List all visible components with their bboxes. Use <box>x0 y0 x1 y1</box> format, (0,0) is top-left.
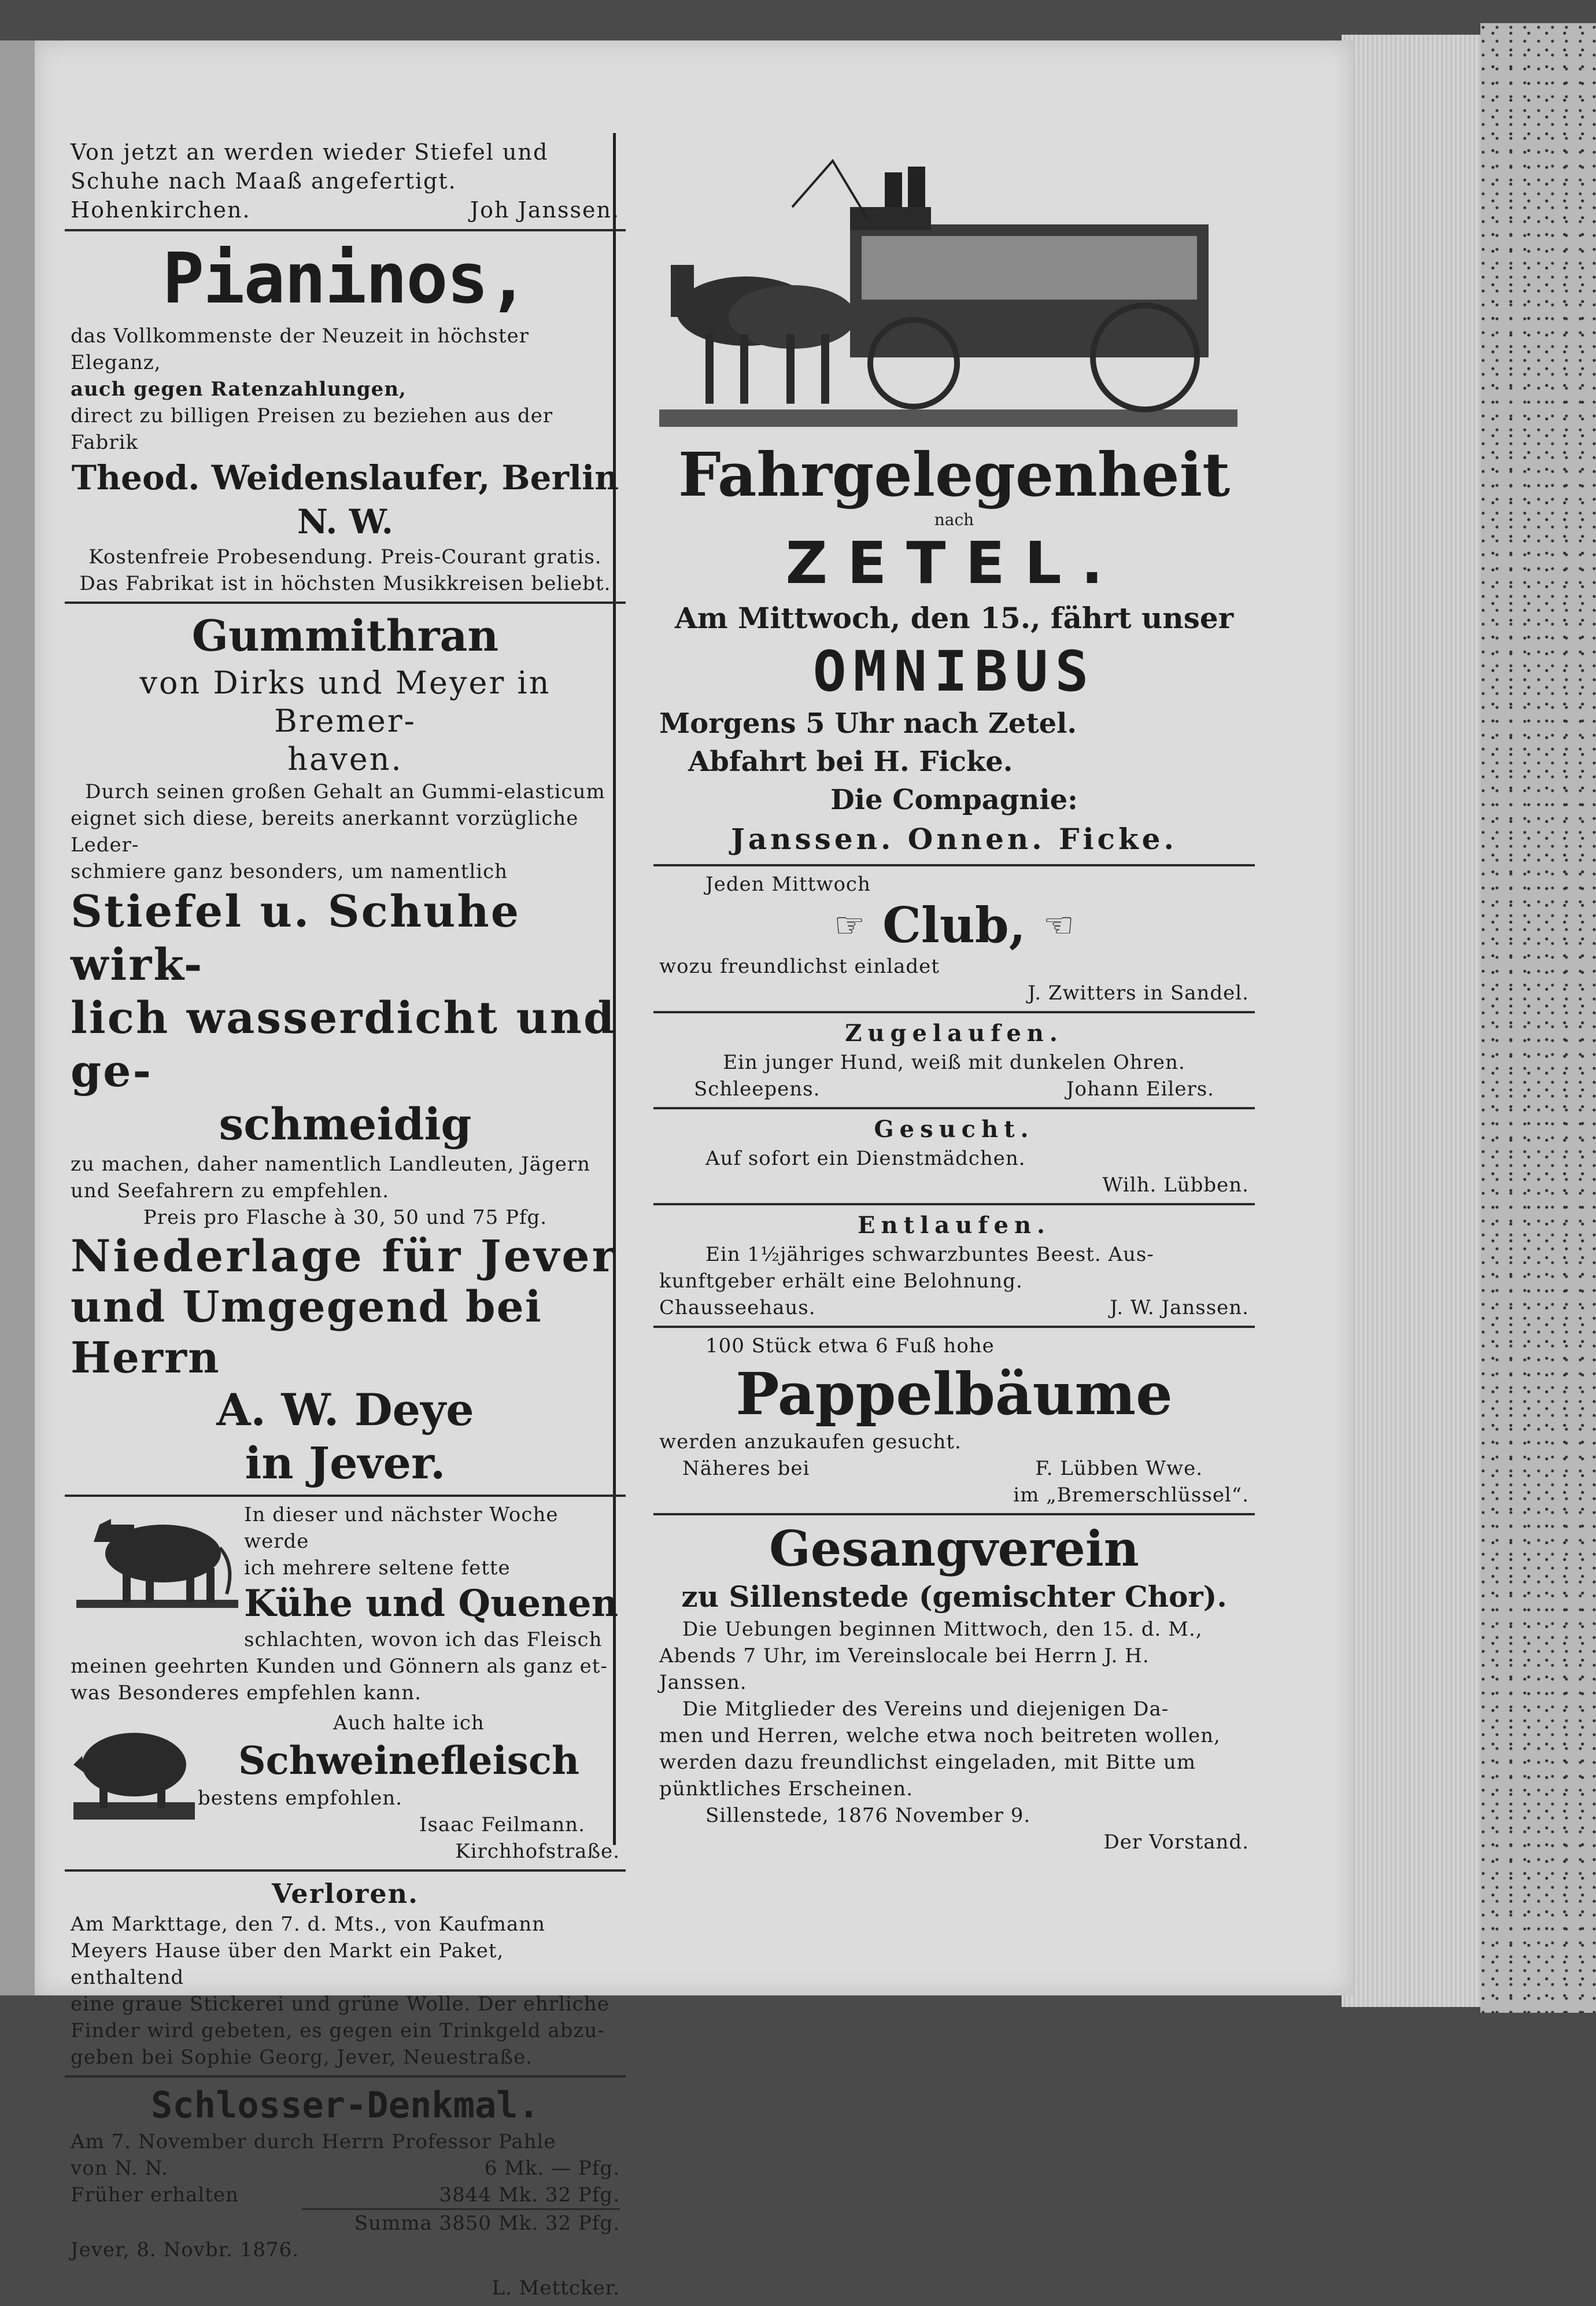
book-cover <box>1480 23 1596 2013</box>
ad-big-line: Schweinefleisch <box>238 1738 580 1783</box>
label: Näheres bei <box>682 1457 810 1480</box>
ad-zugelaufen <box>653 1013 1255 1107</box>
ad-big-line: A. W. Deye <box>216 1384 474 1436</box>
ad-title: Gummithran <box>191 611 499 661</box>
pointing-hand-left-icon: ☜ <box>1043 905 1074 946</box>
ad-line: von Dirks und Meyer in Bremer- <box>139 665 551 739</box>
ad-big-line: Club, <box>882 896 1026 954</box>
ad-line: Ein 1½jähriges schwarzbuntes Beest. Aus- <box>705 1243 1154 1266</box>
ad-title: Gesucht. <box>874 1116 1035 1143</box>
sum: Summa 3850 Mk. 32 Pfg. <box>302 2208 620 2237</box>
signature: Isaac Feilmann. <box>419 1813 585 1836</box>
ad-big-line: Pappelbäume <box>736 1360 1173 1428</box>
place: Chausseehaus. <box>659 1296 816 1319</box>
ad-line: geben bei Sophie Georg, Jever, Neuestraße. <box>71 2046 533 2069</box>
ad-title: Gesangverein <box>769 1520 1139 1577</box>
ad-line: Schuhe nach Maaß angefertigt. <box>71 168 457 194</box>
ad-line: Das Fabrikat ist in höchsten Musikkreisen beliebt. <box>79 572 611 595</box>
ad-line: nach <box>934 510 974 529</box>
ad-big-line: schmeidig <box>219 1098 472 1150</box>
ad-amount-line <box>71 2155 620 2182</box>
ad-big-line: Niederlage für Jever <box>71 1230 618 1282</box>
address: im „Bremerschlüssel“. <box>1013 1484 1249 1507</box>
ad-signature-line <box>659 1294 1249 1321</box>
ad-line: pünktliches Erscheinen. <box>659 1777 914 1800</box>
place: Schleepens. <box>694 1078 821 1101</box>
ad-line: das Vollkommenste der Neuzeit in höchster Eleganz, <box>71 324 530 374</box>
ad-line: wozu freundlichst einladet <box>659 955 940 978</box>
ad-line: Auch halte ich <box>333 1711 485 1735</box>
date: Jever, 8. Novbr. 1876. <box>71 2238 300 2261</box>
ad-line: ich mehrere seltene fette <box>244 1556 511 1580</box>
ad-gesucht <box>653 1109 1255 1203</box>
ad-line: eine graue Stickerei und grüne Wolle. Der ehrliche <box>71 1993 609 2016</box>
ad-line: Auf sofort ein Dienstmädchen. <box>705 1147 1026 1170</box>
ad-amount-line <box>71 2182 620 2208</box>
ad-line: was Besonderes empfehlen kann. <box>71 1681 422 1704</box>
ad-line: direct zu billigen Preisen zu beziehen aus der Fabrik <box>71 404 553 454</box>
cow-illustration <box>71 1501 244 1617</box>
ad-line: Janssen. <box>659 1671 747 1694</box>
page-block-edges <box>1342 35 1480 2007</box>
ad-big-line: in Jever. <box>245 1437 446 1489</box>
label: Früher erhalten <box>71 2183 239 2207</box>
ad-title: Zugelaufen. <box>845 1020 1063 1047</box>
ad-title: Verloren. <box>271 1878 419 1909</box>
ad-line: Morgens 5 Uhr nach Zetel. <box>659 707 1077 740</box>
ad-line: werden dazu freundlichst eingeladen, mit Bitte um <box>659 1751 1196 1774</box>
signature: Der Vorstand. <box>1103 1831 1249 1854</box>
ad-line: Meyers Hause über den Markt ein Paket, enthaltend <box>71 1939 504 1989</box>
ad-big-line: Stiefel u. Schuhe wirk- <box>71 885 521 990</box>
ad-entlaufen <box>653 1205 1255 1326</box>
ad-line: 100 Stück etwa 6 Fuß hohe <box>705 1334 995 1357</box>
ad-line: meinen geehrten Kunden und Gönnern als ganz et- <box>71 1655 608 1678</box>
ad-line: Von jetzt an werden wieder Stiefel und <box>71 139 549 165</box>
ad-line: Die Mitglieder des Vereins und diejenigen Da- <box>682 1698 1169 1721</box>
ad-contact-line <box>659 1455 1249 1482</box>
ad-line: bestens empfohlen. <box>198 1787 403 1810</box>
ad-line: zu machen, daher namentlich Landleuten, Jägern <box>71 1153 591 1176</box>
stagecoach-illustration <box>659 138 1237 438</box>
ad-line: Durch seinen großen Gehalt an Gummi-elasticum <box>85 780 605 803</box>
ad-line: und Seefahrern zu empfehlen. <box>71 1179 390 1202</box>
ad-denkmal <box>65 2078 626 2306</box>
ad-title: Entlaufen. <box>858 1212 1051 1239</box>
place: Hohenkirchen. <box>71 197 251 223</box>
ad-line: kunftgeber erhält eine Belohnung. <box>659 1270 1023 1293</box>
ad-line: eignet sich diese, bereits anerkannt vorzügliche Leder- <box>71 807 579 857</box>
signature: J. W. Janssen. <box>1110 1296 1249 1319</box>
ad-club <box>653 866 1255 1011</box>
ad-big-line: lich wasserdicht und ge- <box>71 992 616 1097</box>
ad-big-line: und Umgegend bei Herrn <box>71 1282 542 1383</box>
ad-line: Finder wird gebeten, es gegen ein Trinkgeld abzu- <box>71 2019 605 2042</box>
ad-line: Abends 7 Uhr, im Vereinslocale bei Herrn J. H. <box>659 1644 1150 1667</box>
ad-gesangverein <box>653 1515 1255 1860</box>
pig-illustration <box>71 1710 198 1825</box>
ad-firm: Theod. Weidenslaufer, Berlin N. W. <box>71 458 619 541</box>
ad-subtitle: zu Sillenstede (gemischter Chor). <box>681 1580 1227 1614</box>
amount: 3844 Mk. 32 Pfg. <box>439 2183 620 2207</box>
ad-line: men und Herren, welche etwa noch beitreten wollen, <box>659 1724 1221 1747</box>
signature: F. Lübben Wwe. <box>1035 1457 1203 1480</box>
ad-butcher <box>65 1497 626 1869</box>
signature: Joh Janssen. <box>470 197 620 223</box>
ad-line: In dieser und nächster Woche werde <box>244 1503 559 1553</box>
ad-omnibus-word: OMNIBUS <box>812 639 1096 704</box>
ad-line: Am 7. November durch Herrn Professor Pahle <box>71 2130 556 2153</box>
ad-gummithran <box>65 604 626 1495</box>
ad-line: Am Mittwoch, den 15., fährt unser <box>674 601 1234 635</box>
ad-stiefel <box>65 133 626 229</box>
signature: J. Zwitters in Sandel. <box>1028 982 1249 1005</box>
date: Sillenstede, 1876 November 9. <box>705 1804 1031 1827</box>
newspaper-page <box>35 40 1353 2300</box>
right-column <box>653 133 1255 1860</box>
ad-verloren <box>65 1872 626 2075</box>
ad-title: Fahrgelegenheit <box>678 439 1231 510</box>
ad-line: Janssen. Onnen. Ficke. <box>731 822 1177 856</box>
ad-line: schmiere ganz besonders, um namentlich <box>71 860 508 883</box>
ad-line: Die Compagnie: <box>830 784 1078 816</box>
signature: Wilh. Lübben. <box>1102 1174 1249 1197</box>
ad-signature-line <box>71 195 620 224</box>
ad-line: Die Uebungen beginnen Mittwoch, den 15. d. M., <box>682 1618 1203 1641</box>
ad-line: auch gegen Ratenzahlungen, <box>71 378 407 401</box>
ad-line: Abfahrt bei H. Ficke. <box>688 746 1013 778</box>
ad-pianinos <box>65 231 626 602</box>
ad-line: Jeden Mittwoch <box>705 873 871 896</box>
address: Kirchhofstraße. <box>455 1840 620 1863</box>
ad-line: Am Markttage, den 7. d. Mts., von Kaufmann <box>71 1913 546 1936</box>
ad-pappel <box>653 1328 1255 1513</box>
label: von N. N. <box>71 2157 168 2180</box>
ad-line: Kostenfreie Probesendung. Preis-Courant gratis. <box>88 545 602 569</box>
signature: L. Mettcker. <box>492 2277 620 2300</box>
ad-place: ZETEL. <box>785 529 1123 597</box>
pointing-hand-right-icon: ☞ <box>834 905 866 946</box>
ad-title: Schlosser-Denkmal. <box>151 2084 540 2126</box>
ad-omnibus <box>653 133 1255 864</box>
ad-line: werden anzukaufen gesucht. <box>659 1430 962 1453</box>
ad-line: schlachten, wovon ich das Fleisch <box>244 1628 603 1651</box>
ad-big-line: Kühe und Quenen <box>244 1582 619 1625</box>
left-column <box>65 133 626 2306</box>
ad-title: Pianinos, <box>162 239 529 319</box>
signature: Johann Eilers. <box>1066 1078 1214 1101</box>
ad-line: Preis pro Flasche à 30, 50 und 75 Pfg. <box>143 1206 548 1229</box>
ad-line: Ein junger Hund, weiß mit dunkelen Ohren. <box>723 1051 1185 1074</box>
amount: 6 Mk. — Pfg. <box>484 2157 620 2180</box>
ad-line: haven. <box>287 741 403 777</box>
ad-signature-line <box>659 1076 1249 1102</box>
